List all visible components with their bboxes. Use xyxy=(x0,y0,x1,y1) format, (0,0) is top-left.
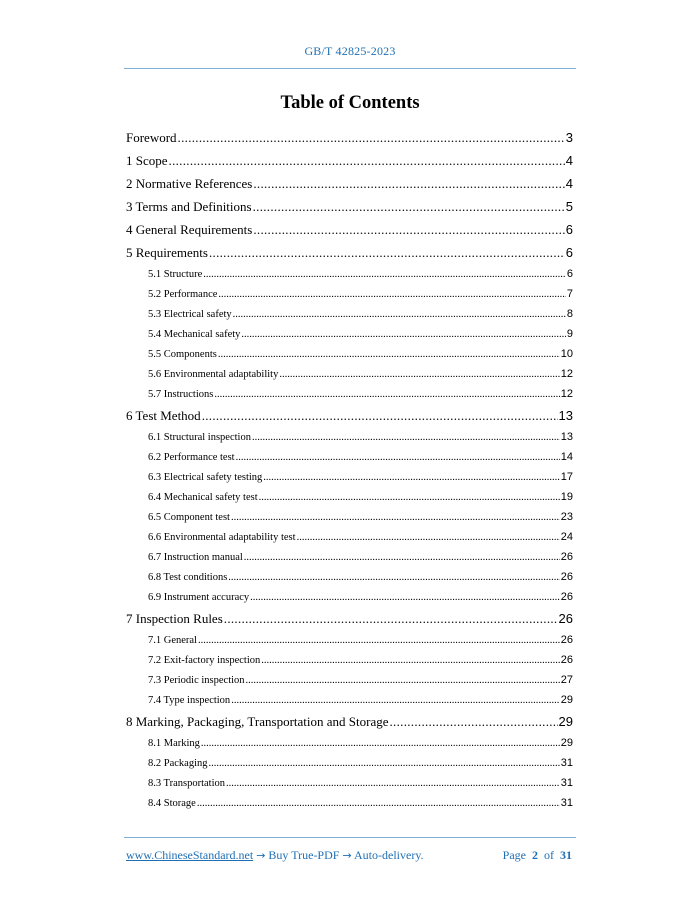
dot-leader xyxy=(209,754,560,774)
toc-entry-page-number: 4 xyxy=(565,153,573,168)
toc-entry-label: 5.7 Instructions xyxy=(148,389,214,400)
toc-entry-label: 8.2 Packaging xyxy=(148,758,208,769)
toc-entry-label: Foreword xyxy=(126,130,177,145)
toc-entry-label: 5.3 Electrical safety xyxy=(148,309,232,320)
page-indicator xyxy=(503,848,572,863)
dot-leader xyxy=(201,734,560,754)
dot-leader xyxy=(261,651,559,671)
dot-leader xyxy=(224,607,558,630)
dot-leader xyxy=(169,149,565,172)
page-prefix: Page xyxy=(502,848,526,862)
toc-entry-page-number: 17 xyxy=(560,471,573,483)
toc-entry-label: 6.5 Component test xyxy=(148,512,230,523)
toc-entry-page-number: 8 xyxy=(566,308,573,320)
dot-leader xyxy=(209,241,565,264)
toc-subsection-entry[interactable] xyxy=(126,284,573,304)
toc-entry-label: 7.4 Type inspection xyxy=(148,695,231,706)
toc-entry-label: 5.6 Environmental adaptability xyxy=(148,369,279,380)
toc-subsection-entry[interactable] xyxy=(126,507,573,527)
toc-entry-page-number: 9 xyxy=(566,328,573,340)
toc-entry-page-number: 31 xyxy=(560,797,573,809)
toc-subsection-entry[interactable] xyxy=(126,793,573,813)
toc-entry-page-number: 29 xyxy=(560,737,573,749)
toc-entry-label: 6.9 Instrument accuracy xyxy=(148,592,250,603)
toc-entry-label: 6.4 Mechanical safety test xyxy=(148,492,258,503)
site-link[interactable]: www.ChineseStandard.net xyxy=(126,848,254,862)
toc-section-entry[interactable] xyxy=(126,710,573,733)
dot-leader xyxy=(233,305,566,325)
toc-entry-page-number: 13 xyxy=(558,408,573,423)
toc-section-entry[interactable] xyxy=(126,195,573,218)
toc-entry-page-number: 24 xyxy=(560,531,573,543)
toc-subsection-entry[interactable] xyxy=(126,733,573,753)
toc-subsection-entry[interactable] xyxy=(126,527,573,547)
toc-subsection-entry[interactable] xyxy=(126,447,573,467)
dot-leader xyxy=(250,588,560,608)
dot-leader xyxy=(231,508,560,528)
dot-leader xyxy=(197,794,560,814)
toc-subsection-entry[interactable] xyxy=(126,304,573,324)
dot-leader xyxy=(390,710,558,733)
toc-entry-label: 2 Normative References xyxy=(126,176,253,191)
toc-entry-page-number: 4 xyxy=(565,176,573,191)
toc-entry-page-number: 12 xyxy=(560,388,573,400)
toc-subsection-entry[interactable] xyxy=(126,773,573,793)
dot-leader xyxy=(198,631,560,651)
auto-delivery-text: Auto-delivery. xyxy=(354,848,424,862)
running-header: GB/T 42825-2023 xyxy=(304,44,396,58)
table-of-contents xyxy=(126,126,573,813)
toc-entry-page-number: 23 xyxy=(560,511,573,523)
toc-subsection-entry[interactable] xyxy=(126,567,573,587)
toc-entry-label: 8 Marking, Packaging, Transportation and Storage xyxy=(126,714,389,729)
toc-entry-page-number: 26 xyxy=(560,654,573,666)
dot-leader xyxy=(244,548,560,568)
dot-leader xyxy=(253,195,565,218)
toc-subsection-entry[interactable] xyxy=(126,264,573,284)
toc-entry-page-number: 6 xyxy=(565,245,573,260)
dot-leader xyxy=(241,325,565,345)
toc-entry-page-number: 6 xyxy=(566,268,573,280)
toc-entry-label: 6 Test Method xyxy=(126,408,201,423)
toc-entry-page-number: 3 xyxy=(565,130,573,145)
toc-subsection-entry[interactable] xyxy=(126,324,573,344)
dot-leader xyxy=(246,671,560,691)
toc-subsection-entry[interactable] xyxy=(126,344,573,364)
toc-entry-label: 5.5 Components xyxy=(148,349,217,360)
toc-section-entry[interactable] xyxy=(126,218,573,241)
page-of: of xyxy=(544,848,554,862)
dot-leader xyxy=(218,345,560,365)
toc-entry-page-number: 19 xyxy=(560,491,573,503)
toc-entry-page-number: 14 xyxy=(560,451,573,463)
right-arrow-icon: → xyxy=(342,849,352,862)
dot-leader xyxy=(279,365,559,385)
toc-entry-label: 5.1 Structure xyxy=(148,269,203,280)
toc-section-entry[interactable] xyxy=(126,126,573,149)
toc-entry-label: 6.1 Structural inspection xyxy=(148,432,251,443)
header-divider xyxy=(124,68,576,69)
dot-leader xyxy=(236,448,560,468)
dot-leader xyxy=(203,265,566,285)
dot-leader xyxy=(214,385,559,405)
toc-entry-page-number: 12 xyxy=(560,368,573,380)
toc-entry-label: 6.3 Electrical safety testing xyxy=(148,472,263,483)
toc-entry-label: 7.2 Exit-factory inspection xyxy=(148,655,261,666)
toc-entry-label: 6.8 Test conditions xyxy=(148,572,228,583)
toc-entry-page-number: 26 xyxy=(560,551,573,563)
dot-leader xyxy=(263,468,559,488)
toc-entry-page-number: 5 xyxy=(565,199,573,214)
toc-subsection-entry[interactable] xyxy=(126,364,573,384)
toc-entry-label: 8.4 Storage xyxy=(148,798,196,809)
toc-entry-page-number: 31 xyxy=(560,757,573,769)
toc-entry-page-number: 29 xyxy=(558,714,573,729)
toc-entry-label: 3 Terms and Definitions xyxy=(126,199,252,214)
dot-leader xyxy=(226,774,560,794)
toc-entry-label: 7.3 Periodic inspection xyxy=(148,675,245,686)
dot-leader xyxy=(178,126,565,149)
toc-section-entry[interactable] xyxy=(126,404,573,427)
dot-leader xyxy=(252,428,560,448)
toc-subsection-entry[interactable] xyxy=(126,690,573,710)
dot-leader xyxy=(253,172,564,195)
page-footer xyxy=(126,848,572,863)
toc-entry-label: 6.6 Environmental adaptability test xyxy=(148,532,296,543)
right-arrow-icon: → xyxy=(256,849,266,862)
dot-leader xyxy=(231,691,560,711)
toc-subsection-entry[interactable] xyxy=(126,427,573,447)
toc-subsection-entry[interactable] xyxy=(126,670,573,690)
toc-entry-label: 6.7 Instruction manual xyxy=(148,552,243,563)
toc-entry-label: 6.2 Performance test xyxy=(148,452,235,463)
toc-entry-page-number: 26 xyxy=(560,591,573,603)
toc-entry-page-number: 29 xyxy=(560,694,573,706)
total-pages-number: 31 xyxy=(560,848,572,862)
toc-entry-page-number: 7 xyxy=(566,288,573,300)
toc-entry-page-number: 26 xyxy=(560,571,573,583)
toc-entry-page-number: 10 xyxy=(560,348,573,360)
toc-entry-label: 5 Requirements xyxy=(126,245,208,260)
toc-subsection-entry[interactable] xyxy=(126,587,573,607)
current-page-number: 2 xyxy=(532,848,538,862)
toc-entry-label: 4 General Requirements xyxy=(126,222,253,237)
toc-entry-label: 8.1 Marking xyxy=(148,738,200,749)
toc-entry-page-number: 26 xyxy=(558,611,573,626)
toc-entry-label: 7 Inspection Rules xyxy=(126,611,223,626)
toc-entry-page-number: 13 xyxy=(560,431,573,443)
toc-entry-page-number: 27 xyxy=(560,674,573,686)
toc-section-entry[interactable] xyxy=(126,241,573,264)
toc-subsection-entry[interactable] xyxy=(126,547,573,567)
toc-subsection-entry[interactable] xyxy=(126,487,573,507)
toc-section-entry[interactable] xyxy=(126,607,573,630)
footer-divider xyxy=(124,837,576,838)
toc-section-entry[interactable] xyxy=(126,172,573,195)
toc-entry-page-number: 31 xyxy=(560,777,573,789)
toc-entry-label: 1 Scope xyxy=(126,153,168,168)
toc-subsection-entry[interactable] xyxy=(126,467,573,487)
toc-entry-page-number: 6 xyxy=(565,222,573,237)
toc-subsection-entry[interactable] xyxy=(126,384,573,404)
toc-entry-label: 7.1 General xyxy=(148,635,197,646)
page-title: Table of Contents xyxy=(280,93,420,113)
toc-subsection-entry[interactable] xyxy=(126,630,573,650)
toc-entry-label: 5.2 Performance xyxy=(148,289,218,300)
toc-section-entry[interactable] xyxy=(126,149,573,172)
toc-subsection-entry[interactable] xyxy=(126,753,573,773)
dot-leader xyxy=(218,285,565,305)
toc-entry-label: 8.3 Transportation xyxy=(148,778,226,789)
dot-leader xyxy=(253,218,564,241)
toc-entry-label: 5.4 Mechanical safety xyxy=(148,329,241,340)
toc-subsection-entry[interactable] xyxy=(126,650,573,670)
dot-leader xyxy=(202,404,558,427)
toc-entry-page-number: 26 xyxy=(560,634,573,646)
buy-true-pdf-link[interactable]: Buy True-PDF xyxy=(268,848,340,862)
dot-leader xyxy=(297,528,560,548)
dot-leader xyxy=(228,568,559,588)
dot-leader xyxy=(259,488,560,508)
